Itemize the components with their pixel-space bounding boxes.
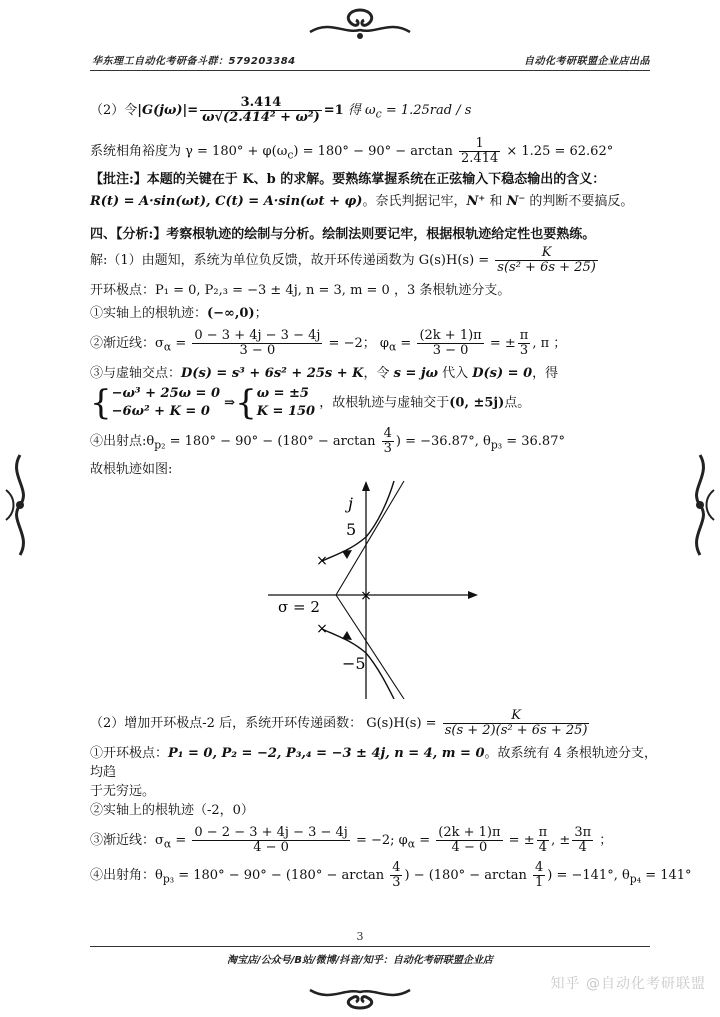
footer-rule	[90, 946, 650, 947]
root-locus-figure	[90, 479, 660, 699]
pole-mark-origin: ×	[360, 588, 372, 604]
note-line-2: R(t) = A·sin(ωt), C(t) = A·sin(ωt + φ)。奈氏判据记牢，N⁺ 和 N⁻ 的判断不要搞反。	[90, 194, 634, 209]
line-phase-margin: 系统相角裕度为 $\gamma = 180^\circ + \varphi(\omega_c) = 180^\circ - 90^\circ - \arctan$ $\frac{1}{2.414}$ × 1.25 = 62.62°	[90, 136, 614, 166]
header-publisher: 自动化考研联盟企业店出品	[524, 56, 650, 67]
asymptote-lower	[336, 595, 404, 699]
open-loop-poles: 开环极点：P₁ = 0, P₂,₃ = −3 ± 4j, n = 3, m = 0 ，3 条根轨迹分支。	[90, 283, 511, 298]
crossing-system: { −ω³ + 25ω = 0 −6ω² + K = 0 ⇒{ ω = ±5 K = 150 ，故根轨迹与虚轴交于(0, ±5j)点。	[90, 383, 531, 423]
label-j: j	[348, 494, 353, 513]
departure-angles: ④出射点$:\theta_{p_2} = 180^\circ - 90^\circ - (180^\circ - \arctan$ $\frac{4}{3}$ ) = −36.87°, $\theta_{p_3} = 36.87^\circ$	[90, 426, 565, 456]
figure-caption: 故根轨迹如图:	[90, 462, 173, 477]
part-two-departure-angles: ④出射角：$\theta_{p_3} = 180^\circ - 90^\circ - (180^\circ - \arctan$ $\frac{4}{3}$ ) − (180° − arctan $\frac{4}{1}$ ) = −141°, $\theta_{p_4} = 141^\circ$	[90, 860, 692, 890]
line-magnitude-condition: （2）令|G(jω)|= $\frac{3.414}{\text{ω√(2.414² + ω²)}}$ =1 得 $\omega_c = 1.25rad / s$	[90, 95, 472, 125]
left-ornament-icon	[0, 450, 40, 560]
label-five: 5	[346, 520, 357, 539]
top-ornament-icon	[300, 4, 420, 44]
zhihu-watermark: 知乎 @自动化考研联盟	[550, 976, 706, 992]
bottom-ornament-icon	[300, 982, 420, 1014]
footer-text: 淘宝店/公众号/B站/微博/抖音/知乎：自动化考研联盟企业店	[227, 955, 493, 966]
header-group-info: 华东理工自动化考研备斗群：579203384	[92, 56, 296, 67]
right-ornament-icon	[680, 450, 720, 560]
solution-transfer-function: 解:（1）由题知，系统为单位负反馈，故开环传递函数为 G(s)H(s) = $\frac{K}{\text{s(s² + 6s + 25)}}$	[90, 245, 596, 275]
part-two-transfer-function: （2）增加开环极点-2 后，系统开环传递函数： G(s)H(s) = $\frac{K}{\text{s(s + 2)(s² + 6s + 25)}}$	[90, 708, 588, 738]
real-axis-arrow-icon	[468, 591, 478, 599]
branch-lower-arrow-icon	[342, 631, 352, 640]
label-neg-five: −5	[342, 654, 366, 673]
root-locus-svg	[90, 479, 660, 699]
part-two-poles: ①开环极点：P₁ = 0, P₂ = −2, P₃,₄ = −3 ± 4j, n = 4, m = 0。故系统有 4 条根轨迹分支，均趋 于无穷远。	[90, 746, 658, 799]
imaginary-axis-crossing: ③与虚轴交点：D(s) = s³ + 6s² + 25s + K，令 s = jω 代入 D(s) = 0，得	[90, 366, 559, 381]
branch-upper-arrow-icon	[342, 550, 352, 559]
section-four-title: 四、【分析:】考察根轨迹的绘制与分析。绘制法则要记牢，根据根轨迹给定性也要熟练。	[90, 227, 596, 242]
asymptotes: ②渐近线：$\sigma_\alpha$ = $\frac{0 - 3 + 4j - 3 - 4j}{3 - 0}$ = −2； $\varphi_\alpha$ = $\frac{(2k + 1)\pi}{3 - 0}$ = ± $\frac{\pi}{3}$ , π ；	[90, 328, 567, 358]
page-number: 3	[356, 930, 364, 943]
part-two-asymptotes: ③渐近线：$\sigma_\alpha$ = $\frac{0 - 2 - 3 + 4j - 3 - 4j}{4 - 0}$ = −2; $\varphi_\alpha$ = $\frac{(2k + 1)\pi}{4 - 0}$ = ± $\frac{\pi}{4}$ , ± $\frac{3\pi}{4}$ ；	[90, 825, 613, 855]
label-sigma: σ = 2	[278, 598, 320, 616]
main-content	[90, 92, 692, 890]
part-two-real-axis: ②实轴上的根轨迹（-2，0）	[90, 803, 254, 818]
real-axis-locus: ①实轴上的根轨迹：(−∞,0)；	[90, 306, 268, 321]
pole-mark-lower: ×	[316, 621, 328, 637]
imaginary-axis-arrow-icon	[362, 481, 370, 491]
pole-mark-upper: ×	[316, 553, 328, 569]
branch-upper	[322, 481, 394, 561]
note-line-1: 【批注:】本题的关键在于 K、b 的求解。要熟练掌握系统在正弦输入下稳态输出的含义：	[90, 172, 606, 187]
header-rule	[90, 70, 650, 71]
